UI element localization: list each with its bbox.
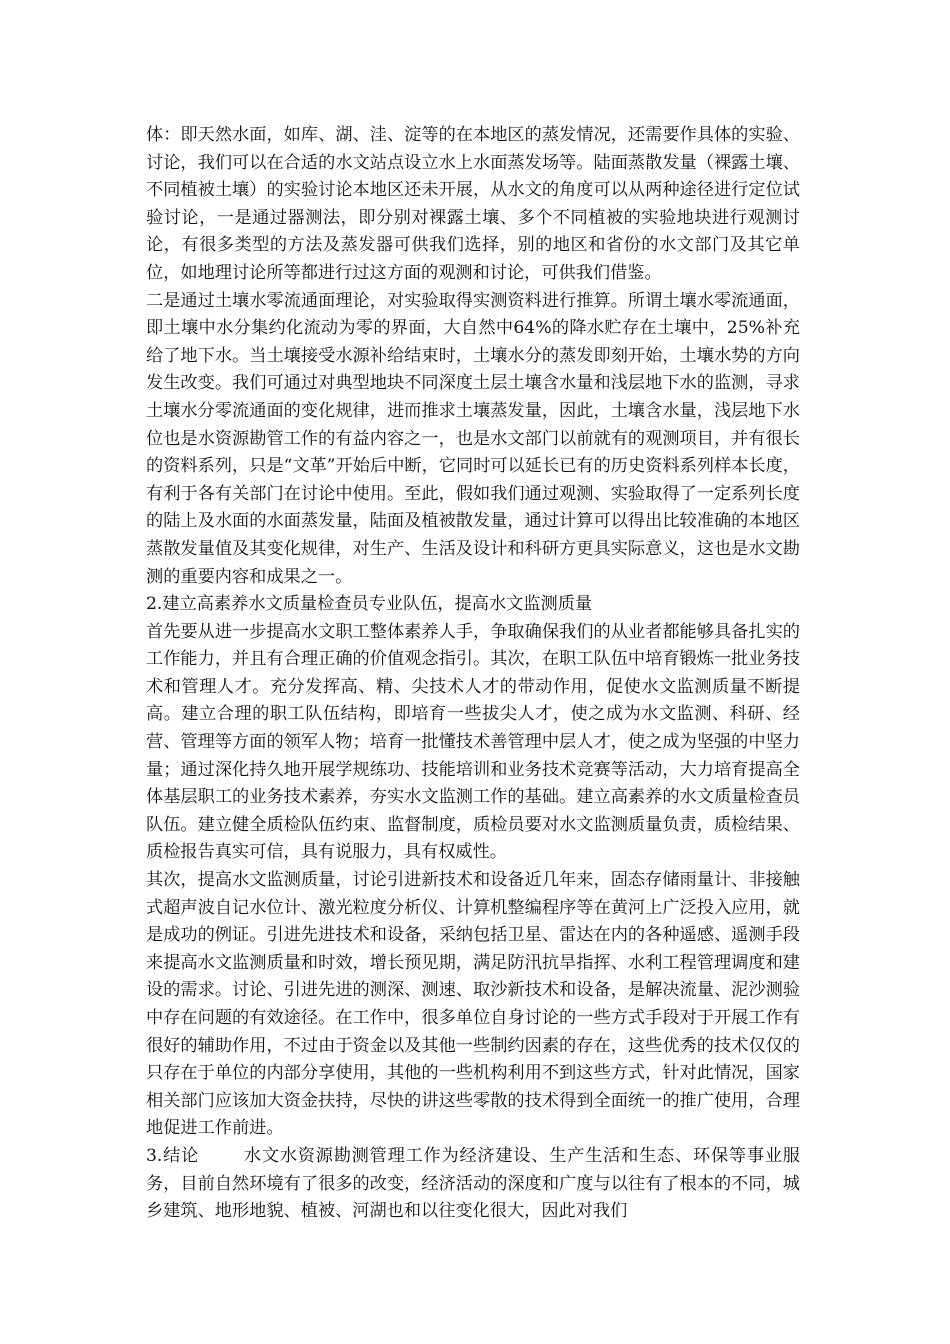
paragraph-conclusion bbox=[146, 1143, 800, 1226]
paragraph-staff-quality: 首先要从进一步提高水文职工整体素养人手，争取确保我们的从业者都能够具备扎实的工作能力，并且有合理正确的价值观念指引。其次，在职工队伍中培育锻炼一批业务技术和管理人才。充分发挥高、精、尖技术人才的带动作用，促使水文监测质量不断提高。建立合理的职工队伍结构，即培育一些拔尖人才，使之成为水文监测、科研、经营、管理等方面的领军人物；培育一批懂技术善管理中层人才，使之成为坚强的中坚力量；通过深化持久地开展学规练功、技能培训和业务技术竞赛等活动，大力培育提高全体基层职工的业务技术素养，夯实水文监测工作的基础。建立高素养的水文质量检查员队伍。建立健全质检队伍约束、监督制度，质检员要对水文监测质量负责，质检结果、质检报告真实可信，具有说服力，具有权威性。 bbox=[146, 621, 800, 863]
paragraph-zero-flux-plane: 二是通过土壤水零流通面理论，对实验取得实测资料进行推算。所谓土壤水零流通面，即土壤中水分集约化流动为零的界面，大自然中64%的降水贮存在土壤中，25%补充给了地下水。当土壤接受水源补给结束时，土壤水分的蒸发即刻开始，土壤水势的方向发生改变。我们可通过对典型地块不同深度土层土壤含水量和浅层地下水的监测，寻求土壤水分零流通面的变化规律，进而推求土壤蒸发量，因此，土壤含水量，浅层地下水位也是水资源勘管工作的有益内容之一，也是水文部门以前就有的观测项目，并有很长的资料系列，只是“文革”开始后中断，它同时可以延长已有的历史资料系列样本长度，有利于各有关部门在讨论中使用。至此，假如我们通过观测、实验取得了一定系列长度的陆上及水面的水面蒸发量，陆面及植被散发量，通过计算可以得出比较准确的本地区蒸散发量值及其变化规律，对生产、生活及设计和科研方更具实际意义，这也是水文勘测的重要内容和成果之一。 bbox=[146, 290, 800, 587]
paragraph-evaporation-experiments: 体：即天然水面，如库、湖、洼、淀等的在本地区的蒸发情况，还需要作具体的实验、讨论，我们可以在合适的水文站点设立水上水面蒸发场等。陆面蒸散发量（裸露土壤、不同植被土壤）的实验讨论本地区还未开展，从水文的角度可以从两种途径进行定位试验讨论，一是通过器测法，即分别对裸露土壤、多个不同植被的实验地块进行观测讨论，有很多类型的方法及蒸发器可供我们选择，别的地区和省份的水文部门及其它单位，如地理讨论所等都进行过这方面的观测和讨论，可供我们借鉴。 bbox=[146, 125, 800, 283]
paragraph-new-technology: 其次，提高水文监测质量，讨论引进新技术和设备近几年来，固态存储雨量计、非接触式超声波自记水位计、激光粒度分析仪、计算机整编程序等在黄河上广泛投入应用，就是成功的例证。引进先进技术和设备，采纳包括卫星、雷达在内的各种遥感、遥测手段来提高水文监测质量和时效，增长预见期，满足防汛抗旱指挥、水利工程管理调度和建设的需求。讨论、引进先进的测深、测速、取沙新技术和设备，是解决流量、泥沙测验中存在问题的有效途径。在工作中，很多单位自身讨论的一些方式手段对于开展工作有很好的辅助作用，不过由于资金以及其他一些制约因素的存在，这些优秀的技术仅仅的只存在于单位的内部分享使用，其他的一些机构利用不到这些方式，针对此情况，国家相关部门应该加大资金扶持，尽快的讲这些零散的技术得到全面统一的推广使用，合理地促进工作前进。 bbox=[146, 870, 800, 1139]
document-body bbox=[146, 122, 800, 1226]
section-heading-conclusion: 3.结论 bbox=[146, 1145, 200, 1166]
section-heading-quality-inspectors: 2.建立高素养水文质量检查员专业队伍，提高水文监测质量 bbox=[146, 594, 593, 615]
conclusion-text: 水文水资源勘测管理工作为经济建设、生产生活和生态、环保等事业服务，目前自然环境有了很多的改变，经济活动的深度和广度与以往有了根本的不同，城乡建筑、地形地貌、植被、河湖也和以往变化很大，因此对我们 bbox=[146, 1145, 800, 1222]
